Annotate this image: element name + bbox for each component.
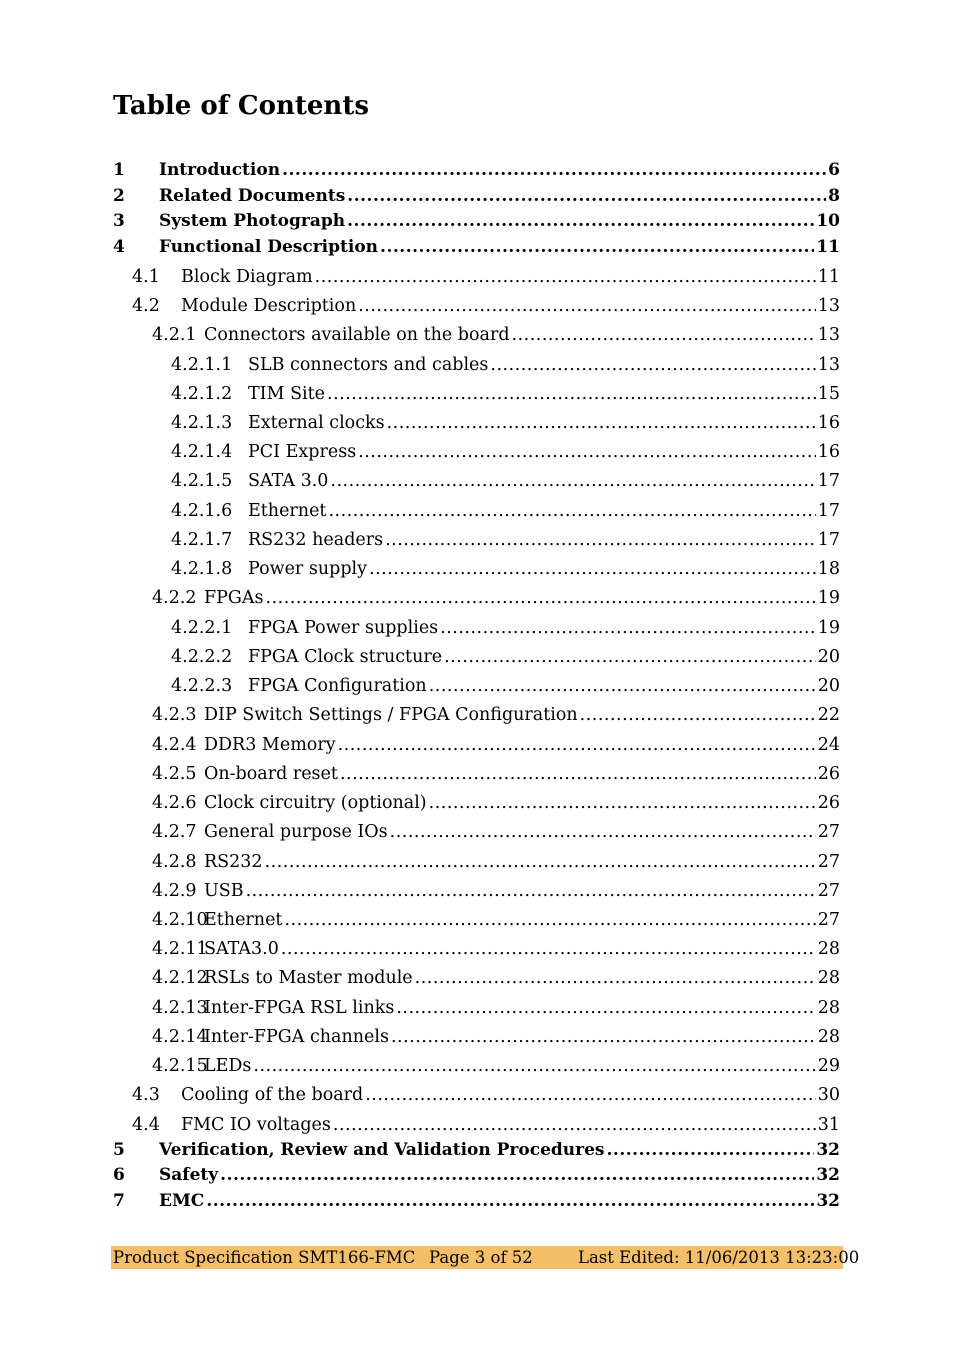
- toc-entry[interactable]: [171, 411, 840, 435]
- toc-label: SLB connectors and cables: [248, 355, 489, 375]
- toc-number: 4.2: [132, 296, 160, 316]
- toc-label: Module Description: [181, 296, 357, 316]
- toc-page-number: 32: [816, 1191, 840, 1211]
- toc-page-number: 18: [817, 559, 840, 579]
- toc-label: On-board reset: [204, 764, 338, 784]
- toc-label: FPGA Configuration: [248, 676, 427, 696]
- toc-entry[interactable]: [152, 323, 840, 347]
- toc-page-number: 19: [817, 618, 840, 638]
- dot-leader: [338, 733, 816, 757]
- toc-entry[interactable]: [152, 996, 840, 1020]
- toc-label: Introduction: [159, 160, 281, 180]
- dot-leader: [429, 791, 816, 815]
- toc-number: 4: [113, 237, 125, 257]
- toc-entry[interactable]: [171, 469, 840, 493]
- toc-number: 4.2.13: [152, 998, 208, 1018]
- toc-label: USB: [204, 881, 244, 901]
- toc-number: 4.2.1: [152, 325, 197, 345]
- footer-page-number: Page 3 of 52: [429, 1248, 533, 1267]
- toc-entry[interactable]: [152, 820, 840, 844]
- toc-number: 4.2.1.4: [171, 442, 233, 462]
- footer-product: Product Specification SMT166-FMC: [113, 1248, 416, 1267]
- toc-number: 4.2.5: [152, 764, 197, 784]
- toc-entry[interactable]: [152, 703, 840, 727]
- toc-page-number: 27: [817, 910, 840, 930]
- toc-entry[interactable]: [113, 1163, 840, 1187]
- toc-label: Inter-FPGA channels: [204, 1027, 389, 1047]
- dot-leader: [327, 382, 816, 406]
- dot-leader: [380, 235, 814, 259]
- dot-leader: [512, 323, 816, 347]
- toc-entry[interactable]: [132, 1113, 840, 1137]
- toc-entry[interactable]: [113, 1189, 840, 1213]
- toc-label: RS232: [204, 852, 263, 872]
- toc-page-number: 28: [817, 939, 840, 959]
- toc-number: 7: [113, 1191, 125, 1211]
- toc-number: 4.2.6: [152, 793, 197, 813]
- dot-leader: [284, 908, 815, 932]
- dot-leader: [281, 937, 816, 961]
- toc-number: 3: [113, 211, 125, 231]
- toc-entry[interactable]: [113, 209, 840, 233]
- toc-page-number: 11: [816, 237, 840, 257]
- dot-leader: [340, 762, 816, 786]
- toc-entry[interactable]: [132, 265, 840, 289]
- toc-number: 4.2.1.8: [171, 559, 233, 579]
- toc-number: 5: [113, 1140, 125, 1160]
- toc-entry[interactable]: [152, 879, 840, 903]
- toc-number: 4.1: [132, 267, 160, 287]
- toc-entry[interactable]: [152, 733, 840, 757]
- toc-page-number: 27: [817, 881, 840, 901]
- toc-label: Ethernet: [248, 501, 327, 521]
- dot-leader: [387, 411, 816, 435]
- toc-number: 4.2.8: [152, 852, 197, 872]
- dot-leader: [220, 1163, 814, 1187]
- toc-label: Inter-FPGA RSL links: [204, 998, 395, 1018]
- dot-leader: [246, 879, 816, 903]
- toc-number: 4.2.15: [152, 1056, 208, 1076]
- toc-number: 2: [113, 186, 125, 206]
- toc-page-number: 13: [817, 296, 840, 316]
- toc-label: DDR3 Memory: [204, 735, 336, 755]
- toc-page-number: 17: [817, 501, 840, 521]
- toc-label: Block Diagram: [181, 267, 313, 287]
- toc-page-number: 27: [817, 852, 840, 872]
- toc-entry[interactable]: [113, 184, 840, 208]
- toc-entry[interactable]: [152, 762, 840, 786]
- dot-leader: [580, 703, 816, 727]
- toc-page-number: 28: [817, 1027, 840, 1047]
- toc-label: TIM Site: [248, 384, 326, 404]
- dot-leader: [396, 996, 815, 1020]
- toc-number: 4.2.10: [152, 910, 208, 930]
- toc-number: 4.2.9: [152, 881, 197, 901]
- toc-label: Functional Description: [159, 237, 379, 257]
- toc-entry[interactable]: [132, 294, 840, 318]
- toc-number: 4.2.4: [152, 735, 197, 755]
- toc-number: 4.2.14: [152, 1027, 208, 1047]
- toc-page-number: 24: [817, 735, 840, 755]
- toc-entry[interactable]: [171, 645, 840, 669]
- toc-label: EMC: [159, 1191, 205, 1211]
- toc-label: Connectors available on the board: [204, 325, 510, 345]
- toc-label: Verification, Review and Validation Procedures: [159, 1140, 605, 1160]
- toc-page-number: 27: [817, 822, 840, 842]
- toc-label: FMC IO voltages: [181, 1115, 331, 1135]
- toc-label: SATA3.0: [204, 939, 279, 959]
- dot-leader: [206, 1189, 814, 1213]
- toc-number: 4.2.2.3: [171, 676, 233, 696]
- dot-leader: [328, 499, 815, 523]
- toc-page-number: 6: [828, 160, 840, 180]
- dot-leader: [253, 1054, 815, 1078]
- toc-number: 4.2.1.6: [171, 501, 233, 521]
- toc-entry[interactable]: [171, 616, 840, 640]
- toc-page-number: 13: [817, 325, 840, 345]
- toc-number: 4.2.1.2: [171, 384, 233, 404]
- toc-number: 4.2.1.1: [171, 355, 233, 375]
- toc-label: FPGA Power supplies: [248, 618, 439, 638]
- toc-entry[interactable]: [113, 158, 840, 182]
- toc-number: 4.2.2.2: [171, 647, 233, 667]
- toc-number: 1: [113, 160, 125, 180]
- toc-page-number: 20: [817, 647, 840, 667]
- toc-label: LEDs: [204, 1056, 252, 1076]
- toc-label: RSLs to Master module: [204, 968, 413, 988]
- toc-label: FPGAs: [204, 588, 264, 608]
- toc-number: 4.2.1.5: [171, 471, 233, 491]
- dot-leader: [444, 645, 816, 669]
- dot-leader: [315, 265, 816, 289]
- dot-leader: [390, 820, 816, 844]
- toc-label: FPGA Clock structure: [248, 647, 443, 667]
- toc-number: 4.2.11: [152, 939, 208, 959]
- toc-label: General purpose IOs: [204, 822, 388, 842]
- toc-entry[interactable]: [171, 557, 840, 581]
- dot-leader: [358, 294, 816, 318]
- toc-entry[interactable]: [171, 382, 840, 406]
- toc-page-number: 30: [817, 1085, 840, 1105]
- dot-leader: [490, 353, 815, 377]
- toc-page-number: 32: [816, 1165, 840, 1185]
- dot-leader: [333, 1113, 816, 1137]
- dot-leader: [347, 209, 814, 233]
- toc-number: 4.2.2: [152, 588, 197, 608]
- toc-label: External clocks: [248, 413, 385, 433]
- toc-page-number: 15: [817, 384, 840, 404]
- toc-page-number: 29: [817, 1056, 840, 1076]
- toc-entry[interactable]: [152, 1025, 840, 1049]
- toc-page-number: 28: [817, 998, 840, 1018]
- toc-page-number: 10: [816, 211, 840, 231]
- dot-leader: [369, 557, 816, 581]
- toc-page-number: 31: [817, 1115, 840, 1135]
- toc-label: Safety: [159, 1165, 219, 1185]
- toc-entry[interactable]: [132, 1083, 840, 1107]
- toc-number: 4.2.1.7: [171, 530, 233, 550]
- toc-page-number: 19: [817, 588, 840, 608]
- toc-page-number: 11: [817, 267, 840, 287]
- toc-page-number: 16: [817, 413, 840, 433]
- toc-entry[interactable]: [171, 674, 840, 698]
- toc-number: 4.2.1.3: [171, 413, 233, 433]
- footer-last-edited: Last Edited: 11/06/2013 13:23:00: [578, 1248, 860, 1267]
- toc-label: Cooling of the board: [181, 1085, 364, 1105]
- toc-page-number: 32: [816, 1140, 840, 1160]
- page-title: Table of Contents: [113, 91, 369, 121]
- dot-leader: [607, 1138, 815, 1162]
- toc-page-number: 13: [817, 355, 840, 375]
- toc-entry[interactable]: [152, 791, 840, 815]
- toc-label: SATA 3.0: [248, 471, 329, 491]
- toc-entry[interactable]: [171, 528, 840, 552]
- toc-entry[interactable]: [113, 235, 840, 259]
- dot-leader: [365, 1083, 815, 1107]
- toc-entry[interactable]: [152, 850, 840, 874]
- dot-leader: [265, 850, 816, 874]
- toc-label: PCI Express: [248, 442, 357, 462]
- dot-leader: [385, 528, 816, 552]
- toc-page-number: 28: [817, 968, 840, 988]
- toc-page-number: 26: [817, 793, 840, 813]
- toc-page-number: 16: [817, 442, 840, 462]
- toc-label: Related Documents: [159, 186, 346, 206]
- toc-entry[interactable]: [152, 966, 840, 990]
- dot-leader: [330, 469, 815, 493]
- toc-page-number: 17: [817, 471, 840, 491]
- toc-entry[interactable]: [171, 440, 840, 464]
- toc-number: 4.3: [132, 1085, 160, 1105]
- dot-leader: [429, 674, 816, 698]
- dot-leader: [266, 586, 816, 610]
- toc-label: Power supply: [248, 559, 368, 579]
- toc-entry[interactable]: [152, 586, 840, 610]
- toc-page-number: 20: [817, 676, 840, 696]
- toc-label: Ethernet: [204, 910, 283, 930]
- toc-number: 4.2.3: [152, 705, 197, 725]
- dot-leader: [358, 440, 816, 464]
- toc-entry[interactable]: [171, 353, 840, 377]
- toc-number: 4.4: [132, 1115, 160, 1135]
- page-footer: [111, 1246, 860, 1269]
- dot-leader: [282, 158, 826, 182]
- toc-page-number: 8: [828, 186, 840, 206]
- dot-leader: [415, 966, 816, 990]
- toc-entry[interactable]: [152, 937, 840, 961]
- dot-leader: [347, 184, 826, 208]
- toc-label: Clock circuitry (optional): [204, 793, 427, 813]
- toc-number: 4.2.7: [152, 822, 197, 842]
- toc-entry[interactable]: [113, 1138, 840, 1162]
- toc-label: DIP Switch Settings / FPGA Configuration: [204, 705, 578, 725]
- toc-number: 4.2.12: [152, 968, 208, 988]
- dot-leader: [440, 616, 816, 640]
- toc-page-number: 26: [817, 764, 840, 784]
- toc-label: System Photograph: [159, 211, 346, 231]
- toc-page-number: 22: [817, 705, 840, 725]
- toc-label: RS232 headers: [248, 530, 384, 550]
- toc-number: 6: [113, 1165, 125, 1185]
- toc-page-number: 17: [817, 530, 840, 550]
- toc-entry[interactable]: [152, 1054, 840, 1078]
- toc-entry[interactable]: [171, 499, 840, 523]
- toc-entry[interactable]: [152, 908, 840, 932]
- dot-leader: [391, 1025, 816, 1049]
- toc-number: 4.2.2.1: [171, 618, 233, 638]
